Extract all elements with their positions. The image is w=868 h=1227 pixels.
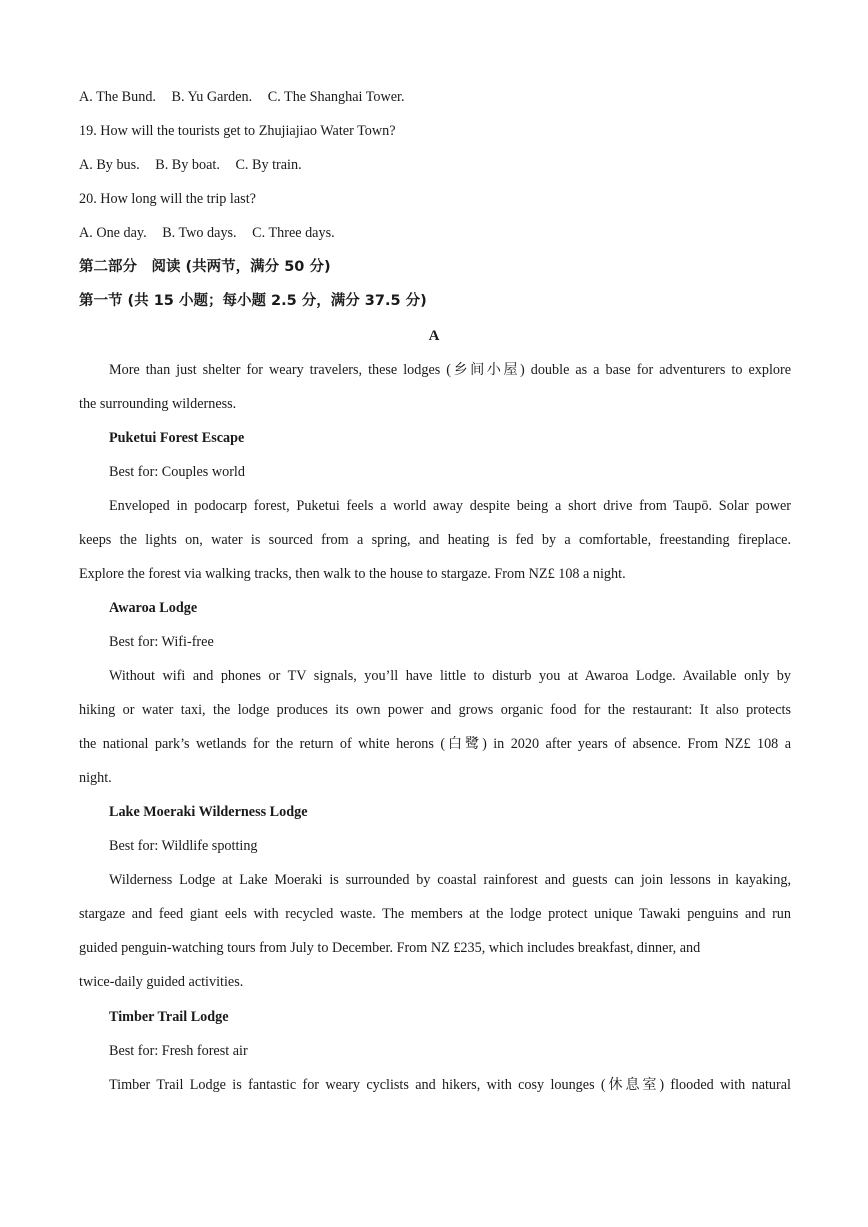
lodge-text-line: Enveloped in podocarp forest, Puketui feels a world away despite being a short drive from Taupō. Solar power: [109, 498, 791, 514]
lodge-text-line: Wilderness Lodge at Lake Moeraki is surrounded by coastal rainforest and guests can join lessons in kayaking,: [109, 872, 791, 888]
option-b: B. By boat.: [155, 157, 220, 173]
question-18-options: [79, 87, 791, 107]
lodge-best-for: Best for: Wifi-free: [109, 634, 214, 650]
option-c: C. By train.: [235, 157, 302, 173]
option-a: A. By bus.: [79, 157, 140, 173]
lodge-title: Lake Moeraki Wilderness Lodge: [109, 804, 308, 820]
lodge-title: Timber Trail Lodge: [109, 1009, 229, 1025]
lodge-best-for: Best for: Fresh forest air: [109, 1043, 248, 1059]
intro-line-2: the surrounding wilderness.: [79, 396, 237, 412]
intro-line-1: More than just shelter for weary travelers, these lodges (乡间小屋) double as a base for adventurers to explore: [109, 362, 791, 378]
lodge-text-line: guided penguin-watching tours from July to December. From NZ £235, which includes breakfast, dinner, and: [79, 940, 701, 956]
lodge-text-line: twice-daily guided activities.: [79, 974, 244, 990]
question-text: How long will the trip last?: [100, 191, 256, 207]
question-20-stem: [79, 189, 791, 209]
lodge-text-line: Explore the forest via walking tracks, then walk to the house to stargaze. From NZ£ 108 a night.: [79, 566, 626, 582]
lodge-text-line: night.: [79, 770, 112, 786]
question-text: How will the tourists get to Zhujiajiao Water Town?: [100, 123, 396, 139]
lodge-title: Awaroa Lodge: [109, 600, 198, 616]
option-a: A. One day.: [79, 225, 147, 241]
option-a: A. The Bund.: [79, 89, 156, 105]
option-b: B. Two days.: [162, 225, 237, 241]
lodge-text-line: Without wifi and phones or TV signals, you’ll have little to disturb you at Awaroa Lodge. Available only by: [109, 668, 791, 684]
lodge-text-line: stargaze and feed giant eels with recycled waste. The members at the lodge protect unique Tawaki penguins and run: [79, 906, 791, 922]
question-19-options: [79, 155, 791, 175]
lodge-text-line: keeps the lights on, water is sourced from a spring, and heating is fed by a comfortable, freestanding fireplace.: [79, 532, 791, 548]
question-20-options: [79, 223, 791, 243]
question-number: 20.: [79, 191, 97, 207]
option-c: C. The Shanghai Tower.: [267, 89, 405, 105]
passage-label: A: [428, 328, 440, 344]
lodge-title: Puketui Forest Escape: [109, 430, 245, 446]
lodge-text-line: the national park’s wetlands for the return of white herons (白鹭) in 2020 after years of absence. From NZ£ 108 a: [79, 736, 791, 752]
part-heading: 第二部分 阅读 (共两节，满分 50 分): [79, 259, 331, 275]
lodge-text-line: Timber Trail Lodge is fantastic for weary cyclists and hikers, with cosy lounges (休息室) flooded with natural: [109, 1077, 791, 1093]
option-b: B. Yu Garden.: [171, 89, 253, 105]
question-number: 19.: [79, 123, 97, 139]
section-heading: 第一节 (共 15 小题；每小题 2.5 分，满分 37.5 分): [79, 293, 427, 309]
option-c: C. Three days.: [252, 225, 335, 241]
lodge-text-line: hiking or water taxi, the lodge produces its own power and grows organic food for the restaurant: It also protects: [79, 702, 791, 718]
lodge-best-for: Best for: Wildlife spotting: [109, 838, 258, 854]
question-19-stem: [79, 121, 791, 141]
lodge-best-for: Best for: Couples world: [109, 464, 245, 480]
